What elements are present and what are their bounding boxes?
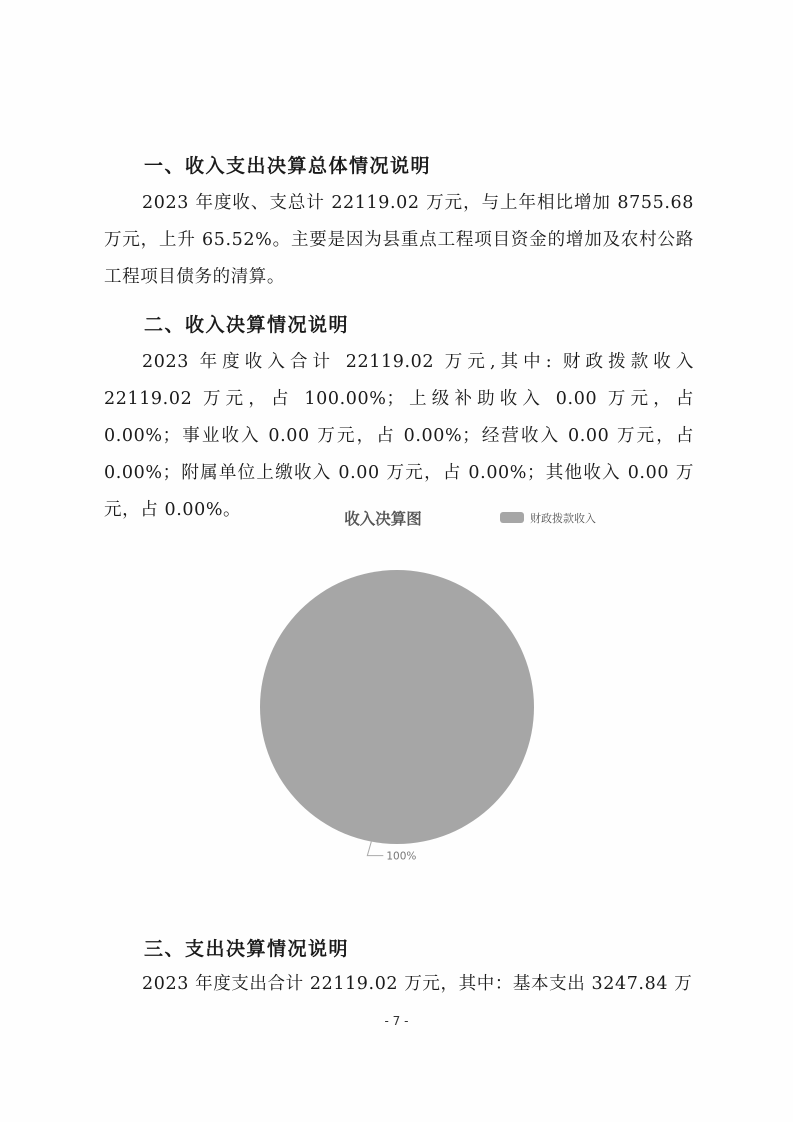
legend-label: 财政拨款收入 — [530, 512, 596, 525]
legend-swatch — [500, 512, 524, 523]
section2-heading: 二、收入决算情况说明 — [144, 314, 350, 336]
section1-heading: 一、收入支出决算总体情况说明 — [144, 155, 432, 177]
page-number: - 7 - — [384, 1014, 409, 1028]
section1-paragraph: 2023 年度收、支总计 22119.02 万元，与上年相比增加 8755.68 万元，上升 65.52%。主要是因为县重点工程项目资金的增加及农村公路工程项目债务的清算。 — [104, 193, 694, 287]
chart-title: 收入决算图 — [344, 510, 422, 528]
pie-chart-svg — [0, 500, 793, 880]
pie-slice — [260, 570, 534, 844]
section3-heading: 三、支出决算情况说明 — [144, 938, 350, 960]
section3-paragraph: 2023 年度支出合计 22119.02 万元，其中：基本支出 3247.84 万 — [142, 974, 693, 994]
chart-legend — [500, 511, 596, 525]
pie-slices — [260, 570, 534, 844]
slice-percent-label: 100% — [386, 850, 417, 863]
income-pie-chart — [0, 500, 793, 880]
slice-leader-line — [367, 842, 383, 856]
pie-slice-labels — [367, 842, 416, 863]
section2-paragraph: 2023 年度收入合计 22119.02 万元,其中: 财政拨款收入 22119.02 万元，占 100.00%；上级补助收入 0.00 万元，占 0.00%；事业收入 0.00 万元，占 0.00%；经营收入 0.00 万元，占 0.00%；附属单位上缴收入 0.00 万元，占 0.00%；其他收入 0.00 万元，占 0.00%。 — [104, 352, 694, 520]
